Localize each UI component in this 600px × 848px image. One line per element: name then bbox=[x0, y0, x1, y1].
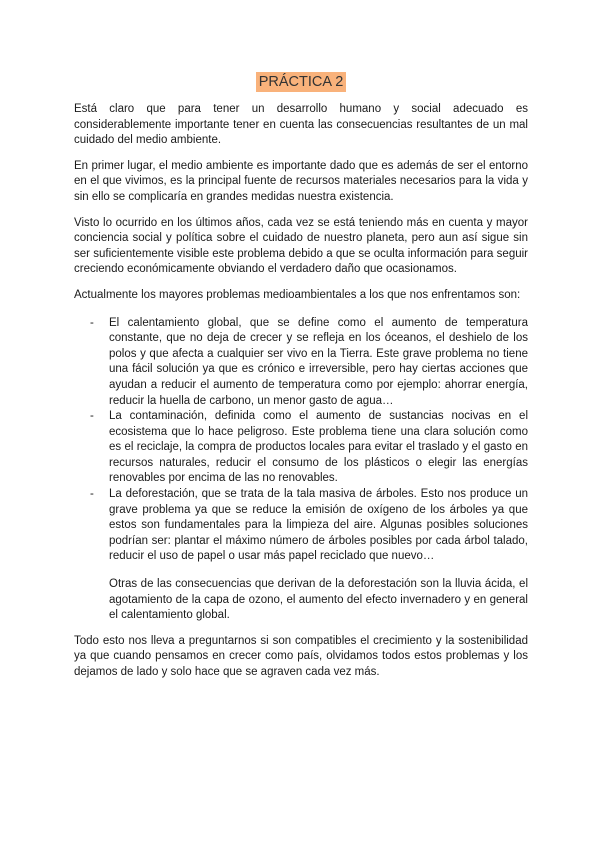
list-item-global-warming bbox=[74, 316, 528, 410]
list-item-text: La contaminación, definida como el aumento de sustancias nocivas en el ecosistema que lo hace peligroso. Este problema tiene una clara solución como es el reciclaje, la compra de productos locales para evitar el traslado y el gasto en recursos naturales, reducir el consumo de los plásticos o elegir las energías renovables por encima de las no renovables. bbox=[109, 410, 528, 485]
bullet-dash: - bbox=[90, 316, 94, 329]
environment-importance-paragraph: En primer lugar, el medio ambiente es importante dado que es además de ser el entorno en el que vivimos, es la principal fuente de recursos materiales necesarios para la vida y sin ello se complicaría en grandes medidas nuestra existencia. bbox=[74, 159, 528, 203]
list-item-text: La deforestación, que se trata de la tala masiva de árboles. Esto nos produce un grave problema ya que se reduce la emisión de oxígeno de los árboles ya que estos son fundamentales para la limpieza del aire. Algunas posibles soluciones podrían ser: plantar el máximo número de árboles posibles por cada árbol talado, reducir el uso de papel o usar más papel reciclado que nuevo… bbox=[109, 488, 528, 563]
bullet-dash: - bbox=[90, 488, 94, 501]
problems-list bbox=[74, 316, 528, 624]
problems-intro-paragraph: Actualmente los mayores problemas medioambientales a los que nos enfrentamos son: bbox=[74, 288, 521, 301]
bullet-dash: - bbox=[90, 410, 94, 423]
document-title: PRÁCTICA 2 bbox=[256, 72, 347, 92]
list-item-text: El calentamiento global, que se define como el aumento de temperatura constante, que no deja de crecer y se refleja en los óceanos, el deshielo de los polos y que afecta a cualquier ser vivo en la Tierra. Este grave problema no tiene una fácil solución ya que es crónico e irreversible, pero hay ciertas acciones que ayudan a reducir el aumento de temperatura como por ejemplo: ahorrar energía, reducir la huella de carbono, un menor gasto de agua… bbox=[109, 316, 528, 407]
title-container bbox=[74, 72, 528, 94]
list-item-extra-paragraph: Otras de las consecuencias que derivan de la deforestación son la lluvia ácida, el agotamiento de la capa de ozono, el aumento del efecto invernadero y en general el calentamiento global. bbox=[109, 578, 528, 622]
intro-paragraph: Está claro que para tener un desarrollo humano y social adecuado es considerablemente importante tener en cuenta las consecuencias resultantes de un mal cuidado del medio ambiente. bbox=[74, 103, 528, 147]
document-page bbox=[74, 72, 528, 691]
conclusion-paragraph: Todo esto nos lleva a preguntarnos si son compatibles el crecimiento y la sostenibilidad ya que cuando pensamos en crecer como país, olvidamos todos estos problemas y los dejamos de lado y solo hace que se agraven cada vez más. bbox=[74, 634, 528, 678]
list-item-deforestation bbox=[74, 487, 528, 624]
awareness-paragraph: Visto lo ocurrido en los últimos años, cada vez se está teniendo más en cuenta y mayor conciencia social y política sobre el cuidado de nuestro planeta, pero aun así sigue sin ser suficientemente visible este problema debido a que se oculta información para seguir creciendo económicamente obviando el verdadero daño que ocasionamos. bbox=[74, 216, 528, 276]
list-item-pollution bbox=[74, 409, 528, 487]
